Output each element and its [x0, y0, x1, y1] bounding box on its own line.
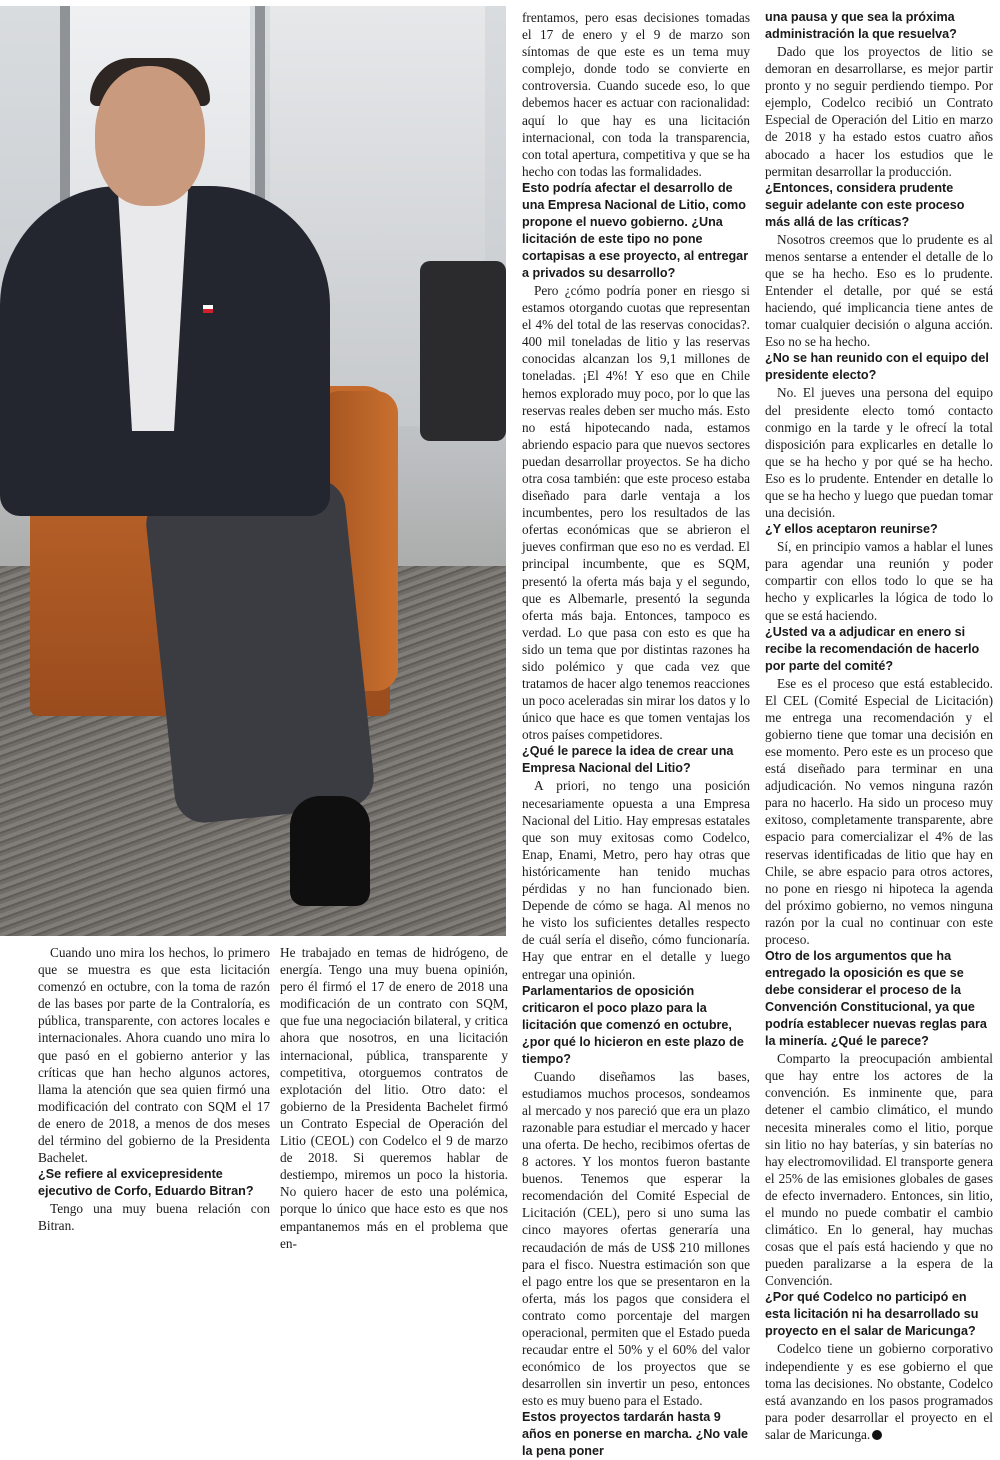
interview-question: ¿Y ellos aceptaron reunirse?	[765, 522, 938, 537]
person-trousers	[143, 476, 376, 825]
interview-paragraph: frentamos, pero esas decisiones tomadas el 17 de enero y el 9 de marzo son síntomas de que este es un tema muy complejo, donde todo se convierte en controversia. Cuando sucede eso, lo que debemos hacer es actuar con racionalidad: aquí lo que hay es una licitación internacional, con toda la transparencia, con total apertura, competitiva y que se ha hecho con todas las formalidades.	[522, 10, 750, 179]
office-chair	[420, 261, 506, 441]
interview-question: Parlamentarios de oposición criticaron el poco plazo para la licitación que comenzó en octubre, ¿por qué lo hicieron en este plazo de tiempo?	[522, 983, 744, 1066]
interview-question: Estos proyectos tardarán hasta 9 años en ponerse en marcha. ¿No vale la pena poner	[522, 1410, 749, 1459]
interview-question: Esto podría afectar el desarrollo de una Empresa Nacional de Litio, como propone el nuevo gobierno. ¿Una licitación de este tipo no pone cortapisas a ese proyecto, al entregar a privados su desarrollo?	[522, 180, 749, 280]
interview-question: ¿Usted va a adjudicar en enero si recibe la recomendación de hacerlo por parte del comité?	[765, 624, 980, 673]
person-head	[95, 66, 205, 206]
article-column-2	[280, 944, 508, 1252]
interview-paragraph: Codelco tiene un gobierno corporativo independiente y es ese gobierno el que toma las decisiones. No obstante, Codelco está avanzando en los pasos programados para poder desarrollar el proyecto en el salar de Maricunga.	[765, 1341, 993, 1442]
article-column-4	[765, 9, 993, 1443]
interview-paragraph: Cuando diseñamos las bases, estudiamos muchos procesos, sondeamos al mercado y nos pareció que era un plazo razonable para estudiar el mercado y hacer una oferta. De hecho, recibimos ofertas de 8 actores. Y los montos fueron bastante buenos. Tenemos que esperar la recomendación del Comité Especial de Licitación (CEL), pero si uno suma las cinco mayores ofertas generaría una recaudación de más de US$ 210 millones para el fisco. Nuestra estimación son que el pago entre los que se presentaron en la oferta, más los pagos que considera el contrato como porcentaje del margen operacional, permiten que el Estado pueda recaudar entre el 50% y el 60% del valor económico de los proyectos que se desarrollen sin invertir un peso, entonces esto es muy bueno para el Estado.	[522, 1068, 750, 1409]
interview-paragraph: No. El jueves una persona del equipo del presidente electo tomó contacto conmigo en la tarde y le ofrecí la total disposición para explicarles en detalle lo que se ha hecho y por qué se ha hecho. Eso es lo prudente. Entender en detalle lo que se ha hecho y luego que puedan tomar una decisión.	[765, 385, 993, 521]
interview-paragraph: Tengo una muy buena relación con Bitran.	[38, 1201, 270, 1234]
interview-paragraph: Comparto la preocupación ambiental que hay entre los actores de la convención. Es inminente que, para detener el cambio climático, el mundo necesita minerales como el litio, porque sin litio no hay baterías, y sin baterías no hay electromovilidad. El transporte genera el 25% de las emisiones globales de gases de efecto invernadero. Entonces, sin litio, el mundo no puede combatir el cambio climático. En lo general, hay muchas cosas que el país está haciendo y que no pueden paralizarse a la espera de la Convención.	[765, 1051, 993, 1289]
interview-paragraph: Dado que los proyectos de litio se demoran en desarrollarse, es mejor partir pronto y no seguir perdiendo tiempo. Por ejemplo, Codelco recibió un Contrato Especial de Operación del Litio en marzo de 2018 y ha estado estos cuatro años abocado a hacer los estudios que le permitan desarrollar la producción.	[765, 44, 993, 179]
article-column-1	[38, 944, 270, 1234]
interview-paragraph: Cuando uno mira los hechos, lo primero que se muestra es que esta licitación comenzó en octubre, con la toma de razón de las bases por parte de la Contraloría, es pública, transparente, con actores locales e internacionales. Ahora cuando uno mira lo que pasó en el gobierno anterior y las críticas que han hecho algunos actores, llama la atención que sea quien firmó una modificación del contrato con SQM el 17 de enero de 2018, a menos de dos meses del término del gobierno de la Presidenta Bachelet.	[38, 945, 270, 1166]
interview-paragraph: Ese es el proceso que está establecido. El CEL (Comité Especial de Licitación) me entrega una recomendación y el gobierno tiene que tomar una decisión en ese momento. Pero este es un proceso que está diseñado para terminar en una adjudicación. No vemos ninguna razón para no hacerlo. Ha sido un proceso muy exitoso, completamente transparente, abre espacio para comercializar el 4% de las reservas identificadas de litio que hay en Chile, se abre espacio para otros actores, no pone en riesgo ni hipoteca la agenda del próximo gobierno, no vemos ninguna razón por la cual no continuar con este proceso.	[765, 675, 993, 948]
article-column-3	[522, 9, 750, 1460]
interview-paragraph: Pero ¿cómo podría poner en riesgo si estamos otorgando cuotas que representan el 4% del total de las reservas conocidas?. 400 mil toneladas de litio y las reservas conocidas alcanzan los 9,1 millones de toneladas. ¡El 4%! Y eso que en Chile hemos explorado muy poco, por lo que las reservas reales deben ser mucho más. Esto no está hipotecando nada, estamos abriendo espacio para que nuevos sectores puedan desarrollar proyectos. Se ha dicho otra cosa también: que este proceso estaba diseñado para darle ventaja a los incumbentes, pero los resultados de las ofertas económicas que se abrieron el jueves confirman que eso no es verdad. El principal incumbente, que es SQM, presentó la oferta más baja y el segundo, que es Albemarle, presentó la segunda oferta más baja. Entonces, tampoco es verdad. Lo que pasa con esto es que ha sido un tema que por distintas razones ha sido polémico y que cada vez que tratamos de hacer algo tenemos reacciones un poco aceleradas sin mirar los datos y lo único que hace es que tomen ventajas los otros países competidores.	[522, 282, 750, 743]
person-shoe	[290, 796, 370, 906]
interview-question: ¿Se refiere al exvicepresidente ejecutivo de Corfo, Eduardo Bitran?	[38, 1167, 254, 1199]
interview-question: ¿No se han reunido con el equipo del presidente electo?	[765, 351, 989, 383]
interview-paragraph: Nosotros creemos que lo prudente es al menos sentarse a entender el detalle de lo que se ha hecho. Eso es lo prudente. Entender el detalle, por qué se está haciendo, qué implicancia tiene antes de tomar cualquier decisión o alguna acción. Eso no se ha hecho.	[765, 231, 993, 350]
interview-question: ¿Por qué Codelco no participó en esta licitación ni ha desarrollado su proyecto en el salar de Maricunga?	[765, 1290, 979, 1339]
interview-paragraph: Sí, en principio vamos a hablar el lunes para agendar una reunión y poder compartir con ellos todo lo que se ha hecho y explicarles la lógica de todo lo que se está haciendo.	[765, 539, 993, 623]
interview-photo	[0, 6, 506, 936]
flag-pin-icon	[203, 305, 213, 313]
interview-question: una pausa y que sea la próxima administración la que resuelva?	[765, 10, 957, 41]
interview-question: ¿Entonces, considera prudente seguir adelante con este proceso más allá de las críticas?	[765, 180, 965, 229]
end-of-article-icon	[872, 1430, 882, 1440]
interview-paragraph: He trabajado en temas de hidrógeno, de energía. Tengo una muy buena opinión, pero él firmó el 17 de enero de 2018 una modificación de un contrato con SQM, que fue una negociación bilateral, y critica ahora que nosotros, en una licitación internacional, pública, transparente y competitiva, otorguemos contratos de explotación del litio. Otro dato: el gobierno de la Presidenta Bachelet firmó un Contrato Especial de Operación del Litio (CEOL) con Codelco el 9 de marzo de 2018. Si queremos hablar de destiempo, miremos un poco la historia. No quiero hacer de esto una polémica, porque lo único que hace esto es que nos empantanemos más en el problema que en-	[280, 945, 508, 1251]
interview-question: ¿Qué le parece la idea de crear una Empresa Nacional del Litio?	[522, 744, 734, 776]
interview-paragraph: A priori, no tengo una posición necesariamente opuesta a una Empresa Nacional del Litio. Hay empresas estatales que son muy exitosas como Codelco, Enap, Enami, Metro, pero hay otras que históricamente han tenido muchas pérdidas y no han funcionado bien. Depende de cómo se haga. Al menos no he visto los suficientes detalles respecto de cuál sería el diseño, cómo funcionaría. Hay que entrar en el detalle y luego entregar una opinión.	[522, 778, 750, 982]
interview-question: Otro de los argumentos que ha entregado la oposición es que se debe considerar el proceso de la Convención Constitucional, ya que podría establecer nuevas reglas para la minería. ¿Qué le parece?	[765, 949, 987, 1049]
